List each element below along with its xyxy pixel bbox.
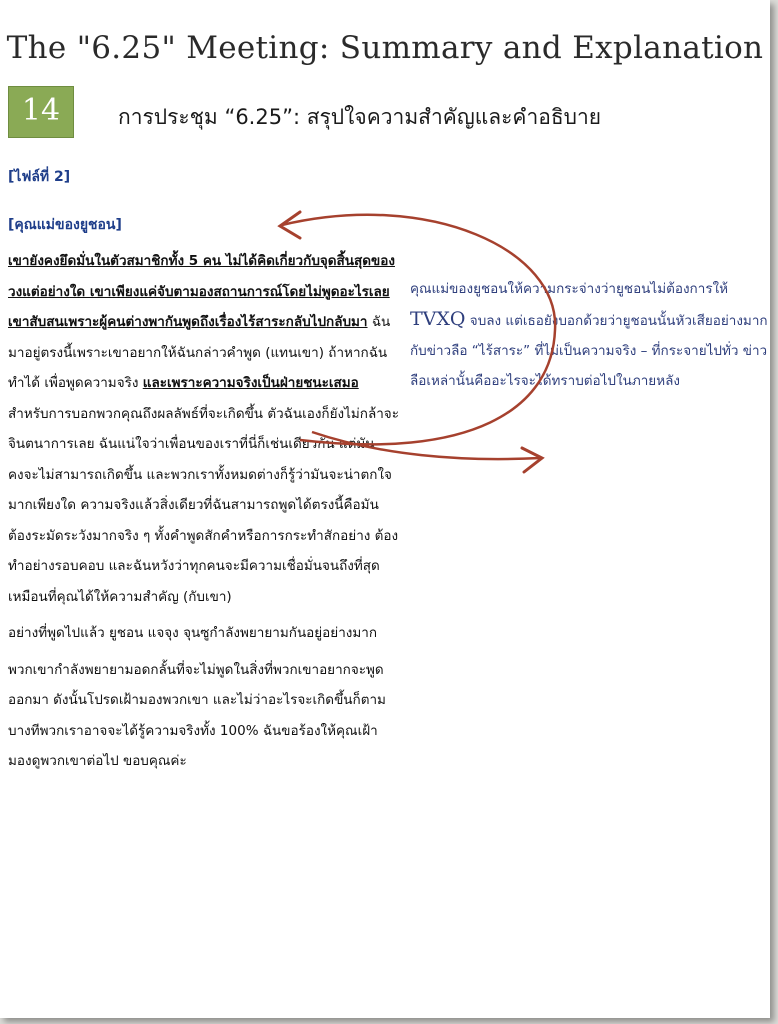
underlined-text-1: เขายังคงยึดมั่นในตัวสมาชิกทั้ง 5 คน ไม่ได้คิดเกี่ยวกับจุดสิ้นสุดของวงแต่อย่างใด เขาเพียงแค่จับตามองสถานการณ์โดยไม่พูดอะไรเลย เขาสับสนเพราะผู้คนต่างพากันพูดถึงเรื่องไร้สาระกลับไปกลับมา	[8, 253, 395, 330]
slide-number-badge	[8, 86, 74, 138]
note-text-2: จบลง แต่เธอยังบอกด้วยว่ายูชอนนั้นหัวเสียอย่างมากกับข่าวลือ “ไร้สาระ” ที่ไม่เป็นความจริง – ที่กระจายไปทั่ว ข่าวลือเหล่านั้นคืออะไรจะได้ทราบต่อไปในภายหลัง	[410, 313, 768, 389]
file-tag: [ไฟล์ที่ 2]	[8, 169, 71, 185]
thai-subtitle: การประชุม “6.25”: สรุปใจความสำคัญและคำอธิบาย	[118, 105, 602, 129]
paragraph-3: พวกเขากำลังพยายามอดกลั้นที่จะไม่พูดในสิ่งที่พวกเขาอยากจะพูดออกมา ดังนั้นโปรดเฝ้ามองพวกเขา และไม่ว่าอะไรจะเกิดขึ้นก็ตาม บางทีพวกเราอาจจะได้รู้ความจริงทั้ง 100% ฉันขอร้องให้คุณเฝ้ามองดูพวกเขาต่อไป ขอบคุณค่ะ	[8, 661, 386, 769]
text-2: สำหรับการบอกพวกคุณถึงผลลัพธ์ที่จะเกิดขึ้น ตัวฉันเองก็ยังไม่กล้าจะจินตนาการเลย ฉันแน่ใจว่าเพื่อนของเราที่นี่ก็เช่นเดียวกัน แต่มันคงจะไม่สามารถเกิดขึ้น และพวกเราทั้งหมดต่างก็รู้ว่ามันจะน่าตกใจมากเพียงใด ความจริงแล้วสิ่งเดียวที่ฉันสามารถพูดได้ตรงนี้คือมันต้องระมัดระวังมากจริง ๆ ทั้งคำพูดสักคำหรือการกระทำสักอย่าง ต้องทำอย่างรอบคอบ และฉันหวังว่าทุกคนจะมีความเชื่อมั่นจนถึงที่สุดเหมือนที่คุณได้ให้ความสำคัญ (กับเขา)	[8, 405, 399, 605]
note-text-1: คุณแม่ของยูชอนให้ความกระจ่างว่ายูชอนไม่ต้องการให้	[410, 281, 729, 297]
page-title: The "6.25" Meeting: Summary and Explanation	[6, 30, 764, 66]
note-band-name: TVXQ	[410, 308, 466, 330]
text-1: ฉันมาอยู่ตรงนี้เพราะเขาอยากให้ฉันกล่าวคำพูด (แทนเขา) ถ้าหากฉันทำได้ เพื่อพูดความจริง	[8, 314, 391, 391]
explanation-note	[410, 274, 770, 396]
speaker-tag: [คุณแม่ของยูชอน]	[8, 217, 122, 233]
speech-transcript	[8, 246, 400, 783]
slide-number: 14	[21, 93, 61, 128]
paragraph-1	[8, 246, 400, 612]
paragraph-2: อย่างที่พูดไปแล้ว ยูชอน แจจุง จุนซูกำลังพยายามกันอยู่อย่างมาก	[8, 625, 378, 641]
underlined-text-2: และเพราะความจริงเป็นฝ่ายชนะเสมอ	[142, 375, 359, 391]
